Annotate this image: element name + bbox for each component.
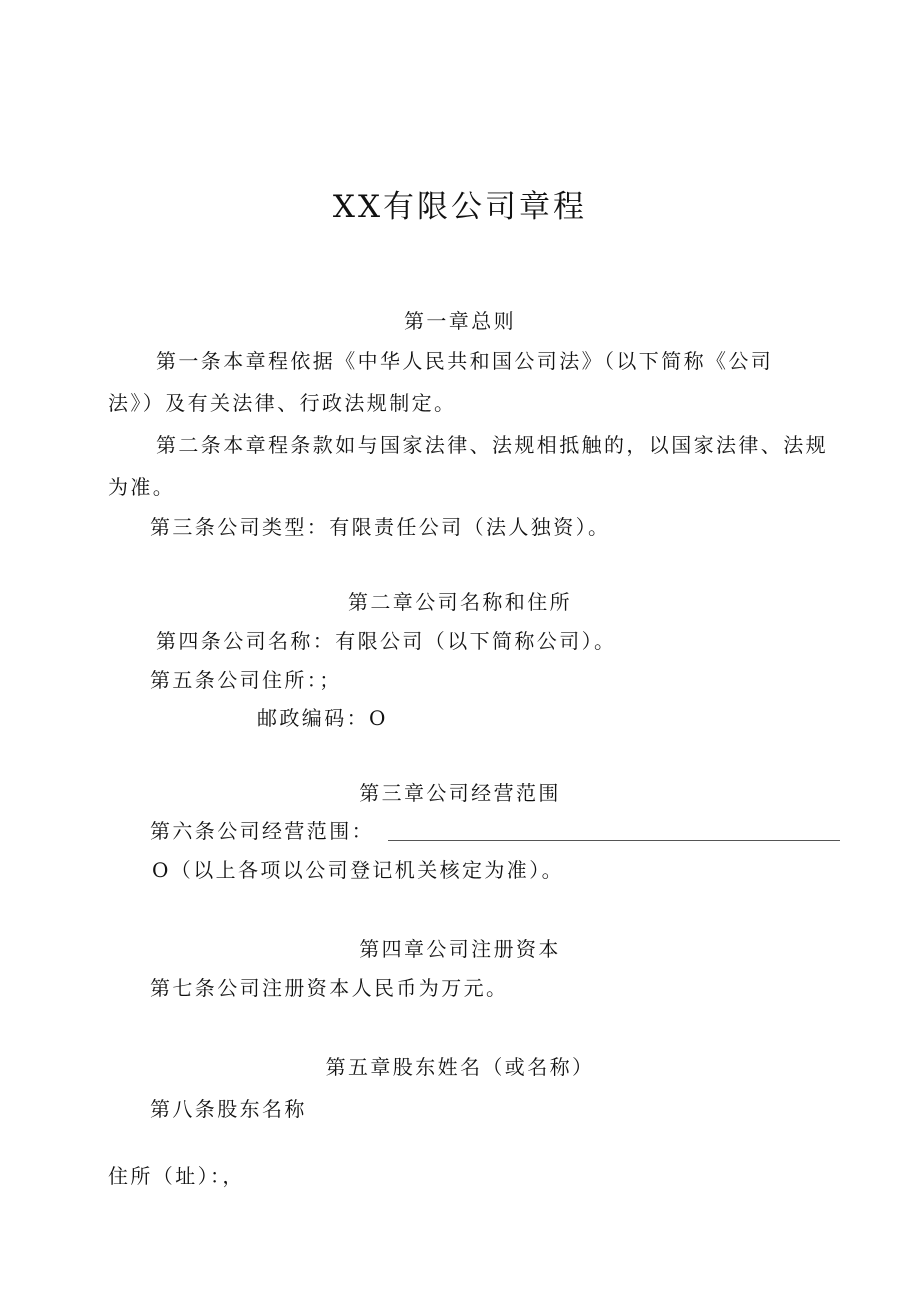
chapter-4-heading: 第四章公司注册资本 bbox=[359, 937, 561, 961]
article-1-line-2: 法》）及有关法律、行政法规制定。 bbox=[108, 391, 457, 415]
chapter-1-heading: 第一章总则 bbox=[404, 309, 516, 333]
article-3: 第三条公司类型：有限责任公司（法人独资）。 bbox=[150, 515, 611, 539]
chapter-5-heading: 第五章股东姓名（或名称） bbox=[325, 1055, 595, 1079]
article-8: 第八条股东名称 bbox=[150, 1097, 307, 1121]
article-6-line-2: O（以上各项以公司登记机关核定为准）。 bbox=[152, 858, 564, 882]
chapter-2-heading: 第二章公司名称和住所 bbox=[348, 590, 572, 614]
document-title: XX有限公司章程 bbox=[332, 189, 588, 225]
article-6-label: 第六条公司经营范围： bbox=[150, 819, 374, 843]
article-5: 第五条公司住所：； bbox=[150, 668, 342, 692]
article-1-line-1: 第一条本章程依据《中华人民共和国公司法》（以下简称《公司 bbox=[156, 349, 774, 373]
chapter-3-heading: 第三章公司经营范围 bbox=[359, 781, 561, 805]
article-2-line-2: 为准。 bbox=[108, 475, 176, 499]
article-2-line-1: 第二条本章程条款如与国家法律、法规相抵触的，以国家法律、法规 bbox=[156, 433, 828, 457]
shareholder-address: 住所（址）：， bbox=[108, 1164, 245, 1188]
article-7: 第七条公司注册资本人民币为万元。 bbox=[150, 976, 509, 1000]
business-scope-blank-line bbox=[388, 840, 840, 841]
postal-code: 邮政编码：O bbox=[257, 706, 388, 730]
article-4: 第四条公司名称：有限公司（以下简称公司）。 bbox=[156, 629, 617, 653]
